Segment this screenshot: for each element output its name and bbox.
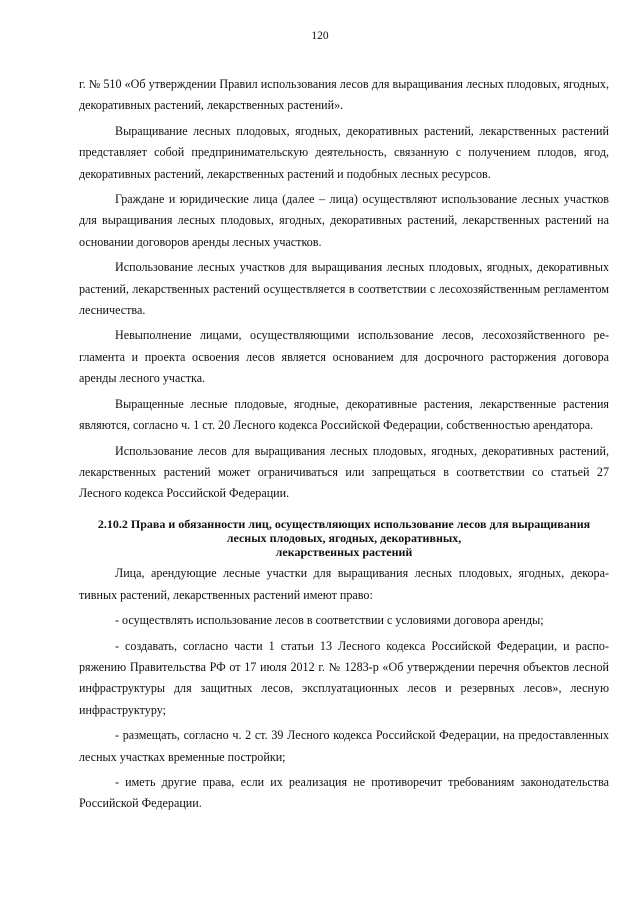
paragraph-continuation: г. № 510 «Об утверждении Правил использования лесов для выращивания лесных плодовых, ягодных, декоративных растений, лекарственных растений». (79, 77, 609, 113)
document-body (79, 74, 609, 815)
paragraph: Выращивание лесных плодовых, ягодных, декоративных растений, лекарственных растений представляет собой предпринимательскую деятельность, связанную с получением плодов, ягод, декоративных растений, лекарственных растений и подобных лесных ресурсов. (79, 123, 609, 181)
list-item: - создавать, согласно части 1 статьи 13 Лесного кодекса Российской Федерации, и распоряжению Правительства РФ от 17 июля 2012 г. № 1283-р «Об утверждении перечня объектов лесной инфраструктуры для защитных лесов, эксплуатационных лесов и резервных лесов», лесную инфраструктуру; (79, 638, 609, 717)
list-item: - осуществлять использование лесов в соответствии с условиями договора аренды; (115, 613, 544, 628)
paragraph: Выращенные лесные плодовые, ягодные, декоративные растения, лекарственные растения являются, согласно ч. 1 ст. 20 Лесного кодекса Российской Федерации, собственностью арендатора. (79, 396, 609, 433)
section-heading-line-3: лекарственных растений (275, 545, 413, 560)
list-item: - размещать, согласно ч. 2 ст. 39 Лесного кодекса Российской Федерации, на предоставленных лесных участках временные постройки; (79, 728, 609, 764)
list-item: - иметь другие права, если их реализация не противоречит требованиям законодательства Российской Федерации. (79, 774, 609, 811)
paragraph: Граждане и юридические лица (далее – лица) осуществляют использование лесных участков для выращивания лесных плодовых, ягодных, декоративных растений, лекарственных растений на основании договоров аренды лесных участков. (79, 192, 609, 249)
page-number: 120 (311, 30, 329, 42)
paragraph: Использование лесов для выращивания лесных плодовых, ягодных, декоративных растений, лекарственных растений может ограничиваться или запрещаться в соответствии со статьей 27 Лесного кодекса Российской Федерации. (79, 443, 609, 501)
paragraph: Невыполнение лицами, осуществляющими использование лесов, лесохозяйственного регламента и проекта освоения лесов является основанием для досрочного расторжения договора аренды лесного участка. (79, 328, 609, 386)
section-heading (79, 517, 609, 560)
paragraph: Лица, арендующие лесные участки для выращивания лесных плодовых, ягодных, декоративных растений, лекарственных растений имеют право: (79, 566, 609, 602)
section-heading-line-1: 2.10.2 Права и обязанности лиц, осуществляющих использование лесов для выращивания (97, 516, 591, 531)
section-heading-line-2: лесных плодовых, ягодных, декоративных, (226, 530, 462, 545)
paragraph: Использование лесных участков для выращивания лесных плодовых, ягодных, декоративных растений, лекарственных растений осуществляется в соответствии с лесохозяйственным регламентом лесничества. (79, 260, 609, 318)
